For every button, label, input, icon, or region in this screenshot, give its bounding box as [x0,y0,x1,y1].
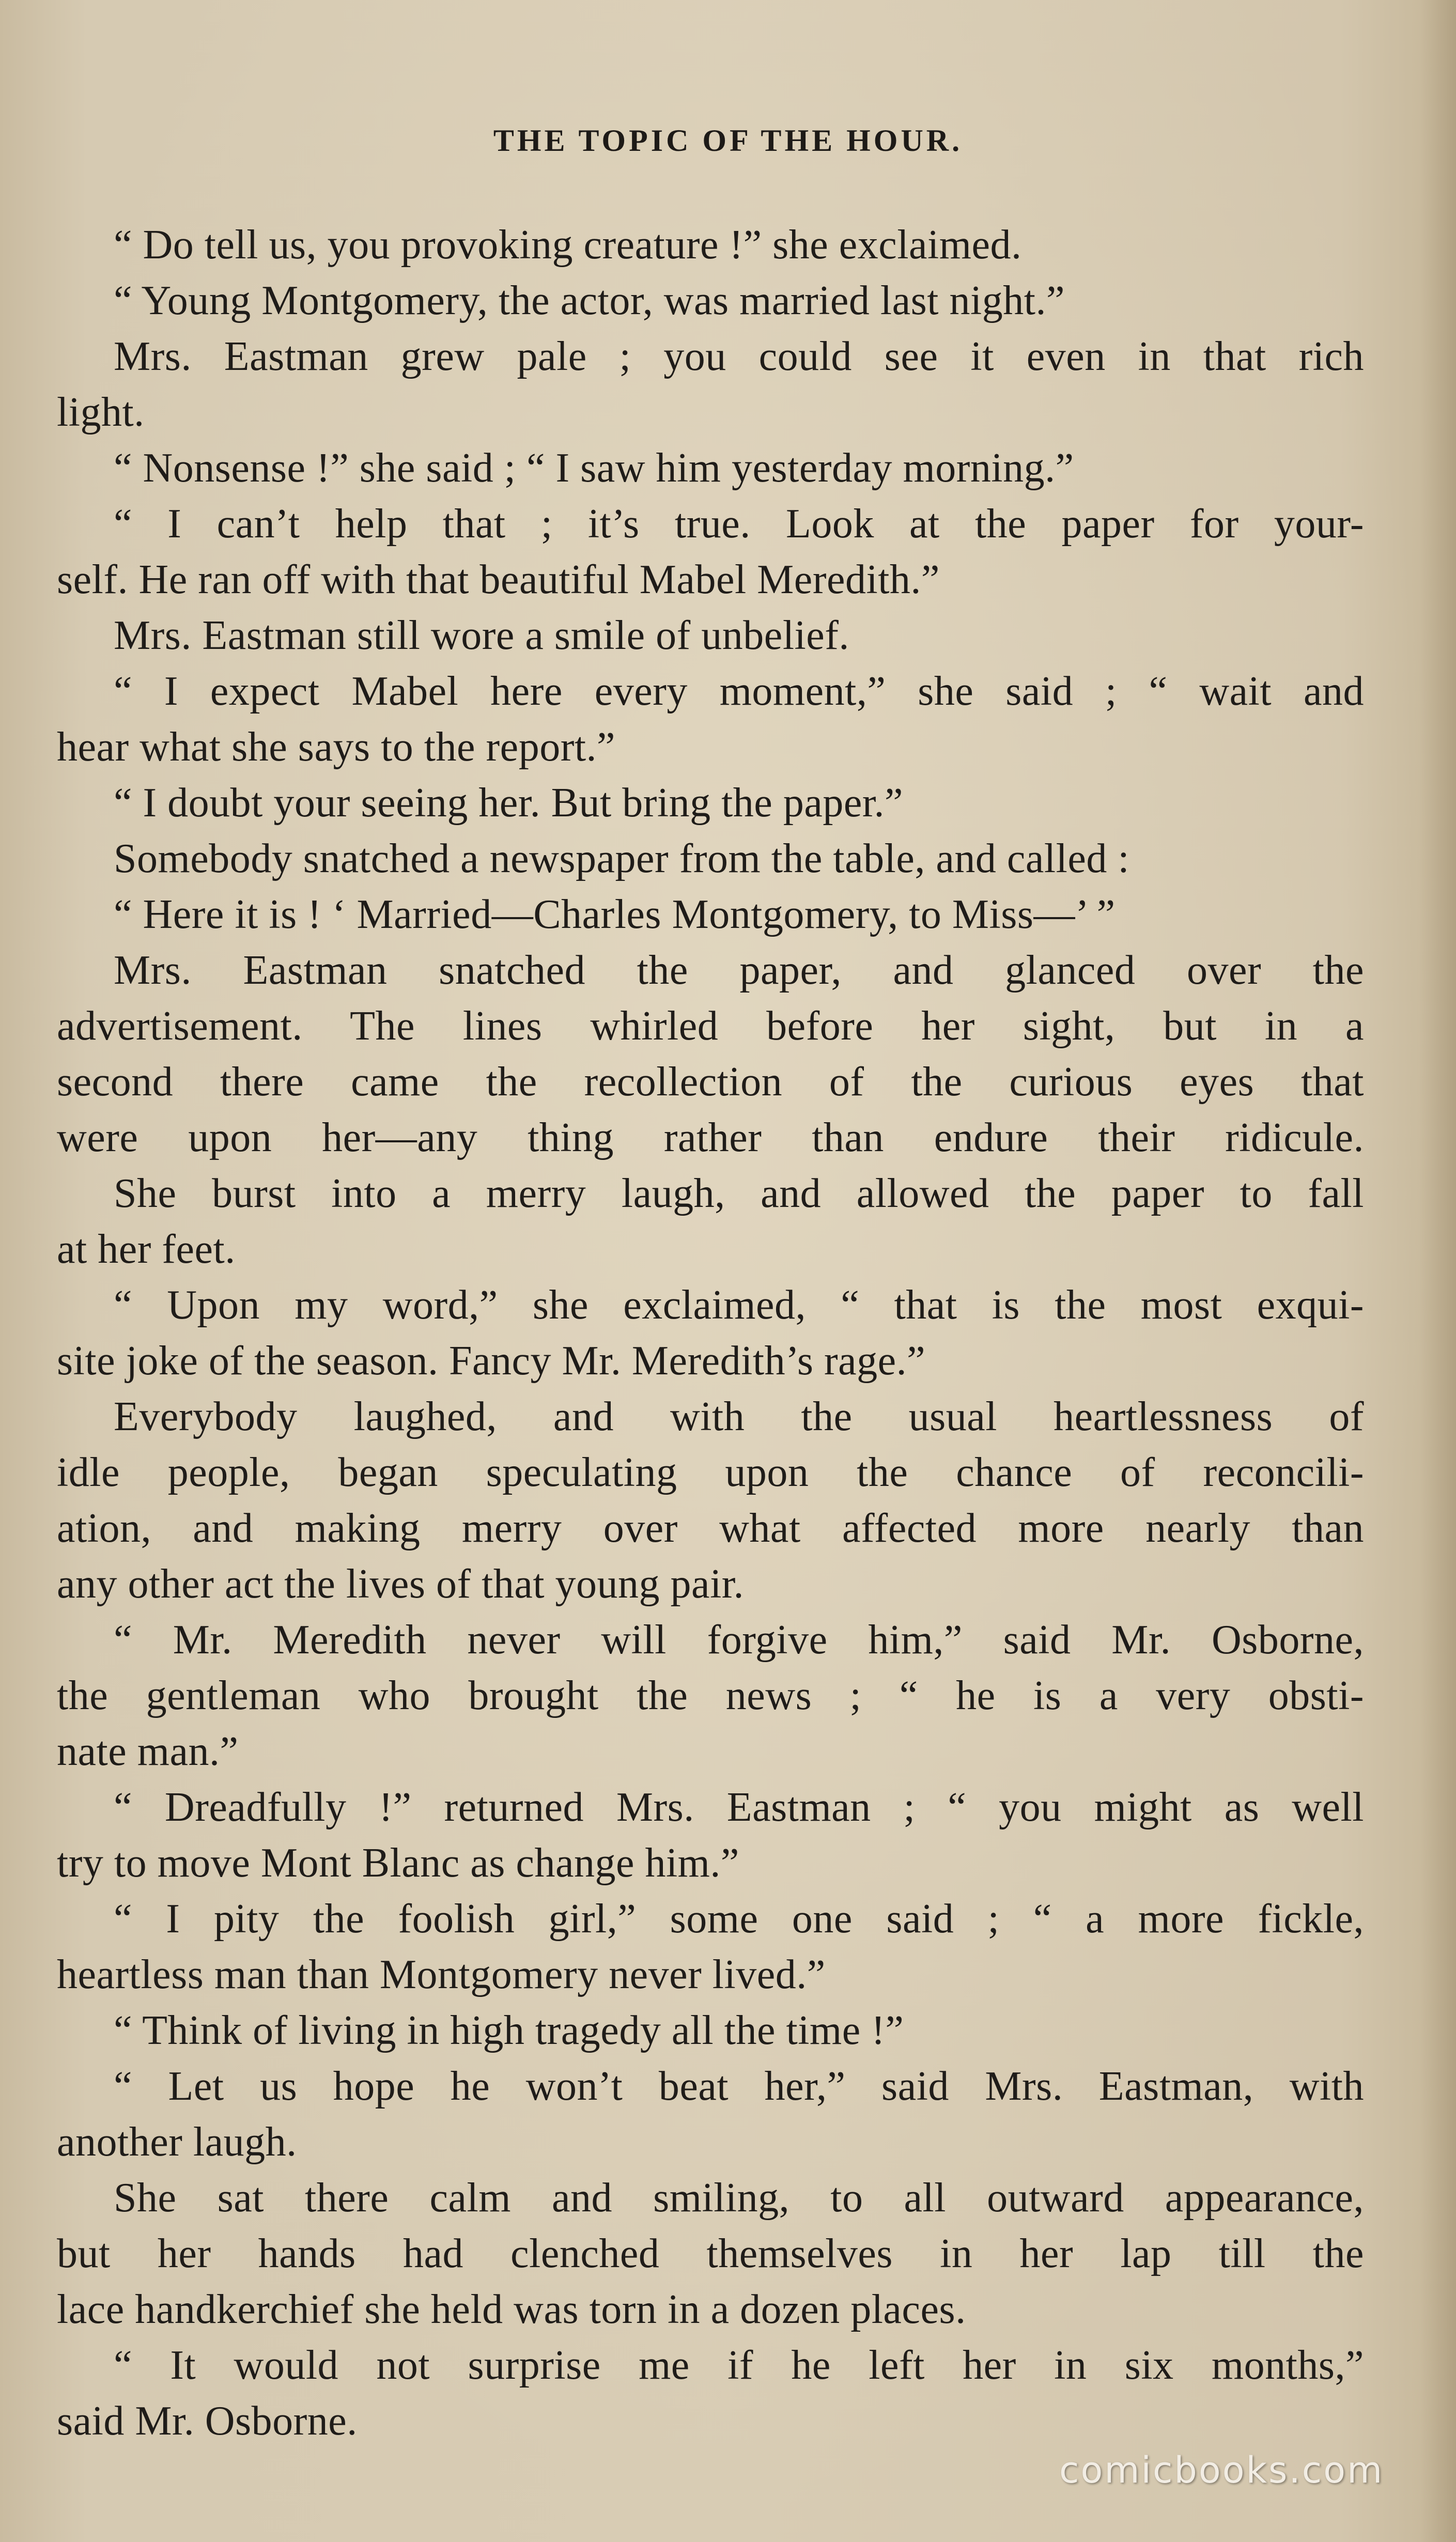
text-line: second there came the recollection of the curious eyes that [57,1059,1364,1105]
text-line: Mrs. Eastman grew pale ; you could see it even in that rich [114,334,1364,379]
text-line: light. [57,390,145,435]
page-edge-shadow [1420,0,1456,2542]
text-line: “ Upon my word,” she exclaimed, “ that is the most exqui- [114,1282,1364,1328]
text-line: Somebody snatched a newspaper from the table, and called : [114,836,1130,881]
text-line: ation, and making merry over what affected more nearly than [57,1506,1364,1551]
text-line: said Mr. Osborne. [57,2398,358,2444]
text-line: “ Let us hope he won’t beat her,” said Mrs. Eastman, with [114,2064,1364,2109]
text-line: “ I doubt your seeing her. But bring the paper.” [114,780,904,826]
text-line: “ Nonsense !” she said ; “ I saw him yesterday morning.” [114,445,1074,491]
text-line: site joke of the season. Fancy Mr. Meredith’s rage.” [57,1338,926,1384]
text-line: were upon her—any thing rather than endure their ridicule. [57,1115,1364,1160]
text-line: another laugh. [57,2119,297,2165]
text-line: try to move Mont Blanc as change him.” [57,1840,739,1886]
text-line: “ I expect Mabel here every moment,” she said ; “ wait and [114,669,1364,714]
text-line: “ Mr. Meredith never will forgive him,” said Mr. Osborne, [114,1617,1364,1663]
site-watermark: comicbooks.com [1059,2449,1384,2491]
text-line: She sat there calm and smiling, to all outward appearance, [114,2175,1364,2221]
text-line: She burst into a merry laugh, and allowed the paper to fall [114,1171,1364,1216]
text-line: “ Do tell us, you provoking creature !” she exclaimed. [114,222,1022,268]
text-line: Mrs. Eastman snatched the paper, and glanced over the [114,948,1364,993]
text-line: “ I can’t help that ; it’s true. Look at the paper for your- [114,501,1364,547]
body-text [57,217,1364,2449]
text-line: “ Here it is ! ‘ Married—Charles Montgomery, to Miss—’ ” [114,892,1116,937]
text-line: advertisement. The lines whirled before her sight, but in a [57,1003,1364,1049]
text-line: at her feet. [57,1227,236,1272]
text-line: the gentleman who brought the news ; “ he is a very obsti- [57,1673,1364,1718]
text-line: idle people, began speculating upon the chance of reconcili- [57,1450,1364,1495]
text-line: Everybody laughed, and with the usual heartlessness of [114,1394,1364,1439]
text-line: “ Young Montgomery, the actor, was married last night.” [114,278,1065,323]
text-line: nate man.” [57,1729,239,1774]
text-line: heartless man than Montgomery never lived.” [57,1952,826,1997]
text-line: lace handkerchief she held was torn in a dozen places. [57,2287,966,2332]
text-line: hear what she says to the report.” [57,724,616,770]
running-header: THE TOPIC OF THE HOUR. [493,123,963,158]
text-line: “ It would not surprise me if he left her in six months,” [114,2343,1364,2388]
text-line: “ Dreadfully !” returned Mrs. Eastman ; “ you might as well [114,1785,1364,1830]
text-line: “ I pity the foolish girl,” some one said ; “ a more fickle, [114,1896,1364,1942]
text-line: self. He ran off with that beautiful Mabel Meredith.” [57,557,940,602]
text-line: “ Think of living in high tragedy all the time !” [114,2008,904,2053]
text-line: Mrs. Eastman still wore a smile of unbelief. [114,613,849,658]
text-line: but her hands had clenched themselves in her lap till the [57,2231,1364,2276]
text-line: any other act the lives of that young pair. [57,1561,745,1607]
